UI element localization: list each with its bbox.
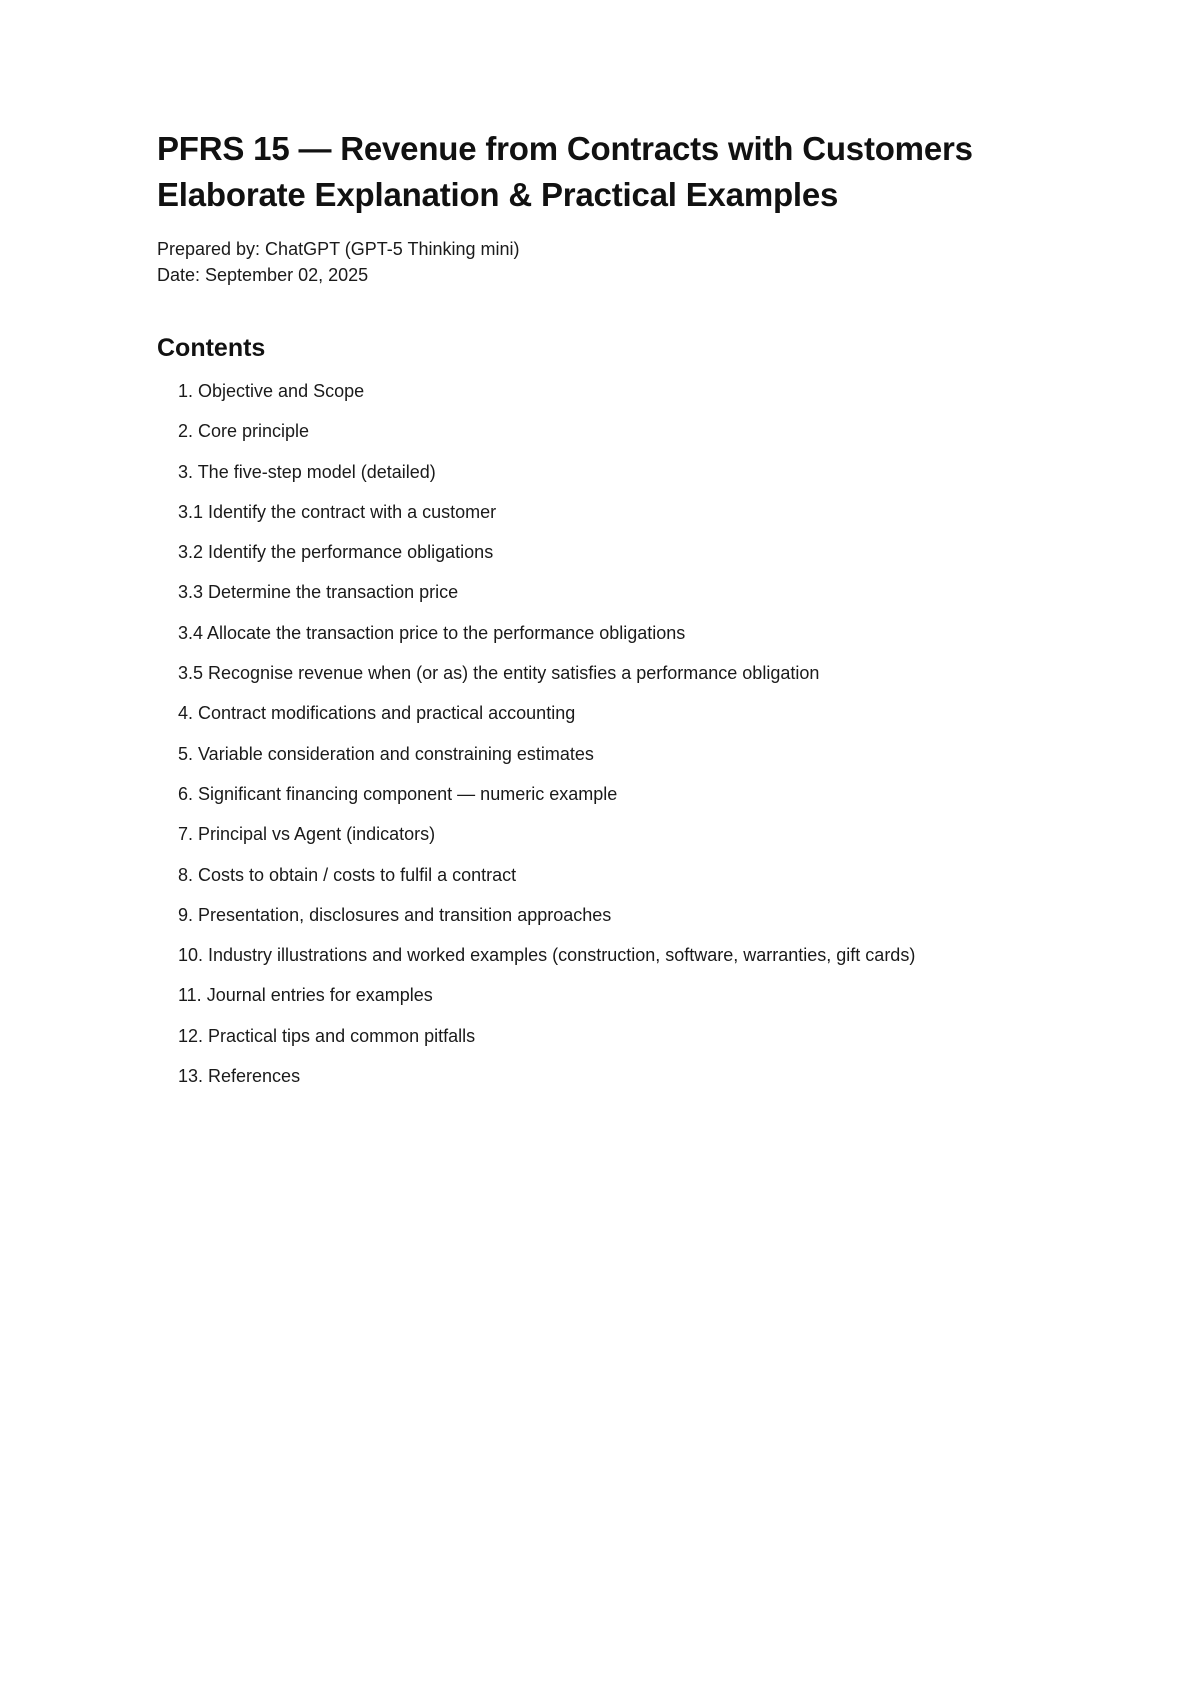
toc-item: 12. Practical tips and common pitfalls — [178, 1025, 476, 1046]
toc-item: 5. Variable consideration and constraining estimates — [178, 743, 594, 764]
document-date: Date: September 02, 2025 — [157, 265, 369, 285]
toc-item: 10. Industry illustrations and worked examples (construction, software, warranties, gift cards) — [178, 945, 916, 966]
page-content — [157, 126, 1057, 1104]
toc-item: 7. Principal vs Agent (indicators) — [178, 824, 436, 845]
toc-item: 3.2 Identify the performance obligations — [178, 542, 494, 563]
toc-item: 3.4 Allocate the transaction price to the performance obligations — [178, 622, 686, 643]
toc-item: 3. The five-step model (detailed) — [178, 461, 436, 482]
toc-item: 11. Journal entries for examples — [178, 985, 433, 1006]
toc-item: 8. Costs to obtain / costs to fulfil a contract — [178, 864, 517, 885]
document-meta — [157, 236, 1057, 288]
prepared-by: Prepared by: ChatGPT (GPT-5 Thinking mini) — [157, 239, 520, 259]
toc-item: 3.3 Determine the transaction price — [178, 582, 459, 603]
document-title: PFRS 15 — Revenue from Contracts with Customers Elaborate Explanation & Practical Examples — [157, 130, 973, 213]
toc-item: 6. Significant financing component — numeric example — [178, 783, 618, 804]
toc-item: 1. Objective and Scope — [178, 381, 365, 401]
toc-item: 13. References — [178, 1066, 301, 1087]
table-of-contents — [157, 379, 1057, 1089]
toc-item: 9. Presentation, disclosures and transition approaches — [178, 904, 612, 925]
toc-item: 4. Contract modifications and practical accounting — [178, 703, 576, 724]
contents-heading: Contents — [157, 334, 266, 362]
toc-item: 2. Core principle — [178, 421, 310, 442]
toc-item: 3.1 Identify the contract with a customer — [178, 501, 497, 522]
toc-item: 3.5 Recognise revenue when (or as) the entity satisfies a performance obligation — [178, 663, 820, 684]
